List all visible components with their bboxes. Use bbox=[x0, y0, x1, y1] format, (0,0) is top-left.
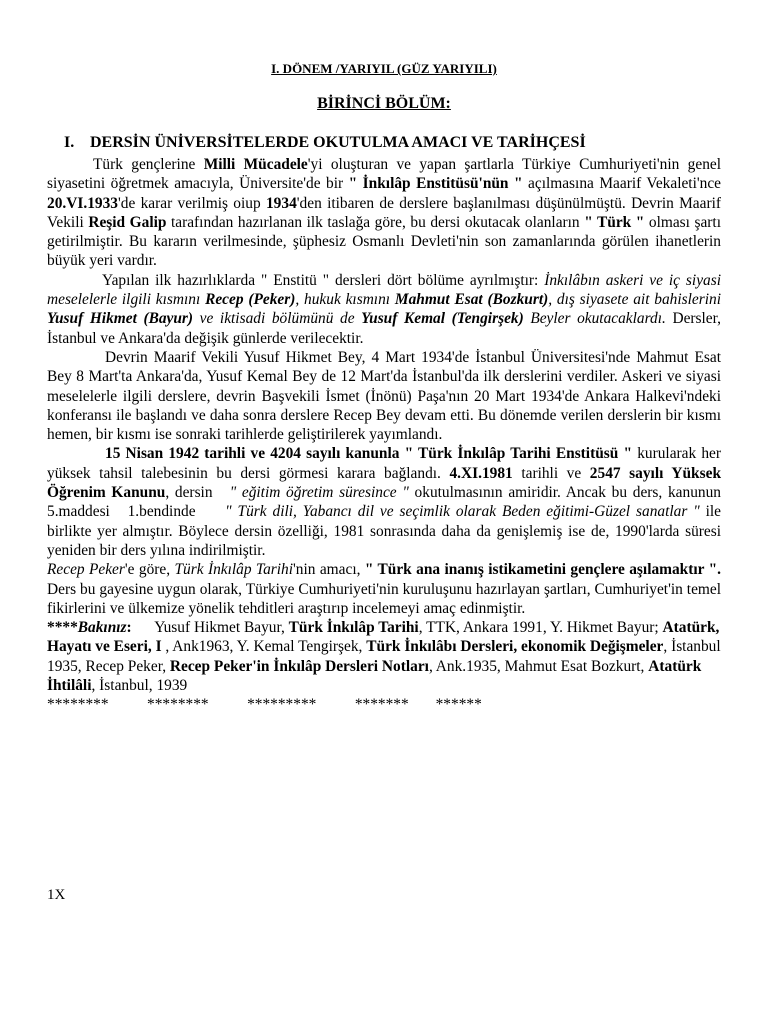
refs-bold-3: Türk İnkılâbı Dersleri, ekonomik Değişmeler bbox=[366, 638, 664, 656]
p4-bold-3: 2547 sayılı Yüksek Öğrenim Kanunu bbox=[47, 464, 721, 502]
refs-colon: : bbox=[126, 619, 132, 637]
p4-text-3: , dersin bbox=[165, 484, 230, 502]
section-heading bbox=[64, 134, 586, 152]
p1-text-2: 'yi oluşturan ve yapan şartlarla Türkiye Cumhuriyeti'nin genel siyasetini öğretmek amacıyla, Üniversite'de bir bbox=[47, 156, 721, 193]
p2-bold-italic-2: Mahmut Esat (Bozkurt) bbox=[394, 291, 549, 309]
p4-text-5: ile birlikte yer almıştır. Böylece dersin özelliği, 1981 sonrasında daha da genişlemiş ise de, 1990'larda süresi yeniden bir ders yılına indirilmiştir. bbox=[47, 503, 722, 559]
p1-text-1: Türk gençlerine bbox=[93, 156, 204, 173]
p1-bold-1: Milli Mücadele bbox=[203, 156, 308, 173]
p4-text-1: kurularak her yüksek tahsil talebesinin bu dersi görmesi karara bağlandı. bbox=[47, 445, 722, 482]
refs-text-3: , Ank1963, Y. Kemal Tengirşek, bbox=[161, 638, 367, 656]
p5-bold-1: " Türk ana inanış istikametini gençlere aşılamaktır ". bbox=[364, 561, 721, 579]
paragraph-2 bbox=[47, 271, 721, 348]
references-paragraph bbox=[47, 618, 721, 695]
section-title: DERSİN ÜNİVERSİTELERDE OKUTULMA AMACI VE TARİHÇESİ bbox=[90, 134, 586, 151]
p5-text-3: Ders bu gayesine uygun olarak, Türkiye Cumhuriyeti'nin kuruluşunu hazırlayan şartları, Cumhuriyet'in temel fikirlerini ve ülkemize yönelik tehditleri araştırıp incelemeyi amaç edinmiştir. bbox=[47, 580, 721, 617]
page-footer-label: 1X bbox=[47, 887, 66, 903]
p2-italic-5: Beyler okutacaklardı. bbox=[523, 310, 666, 328]
p4-italic-1: " eğitim öğretim süresince " bbox=[229, 484, 409, 502]
p1-bold-4: 1934 bbox=[265, 194, 297, 212]
p2-italic-2: , hukuk kısmını bbox=[295, 291, 395, 309]
refs-bold-2: Atatürk, Hayatı ve Eseri, I bbox=[47, 619, 720, 656]
chapter-heading: BİRİNCİ BÖLÜM: bbox=[317, 95, 451, 112]
section-number: I. bbox=[64, 134, 75, 151]
refs-bold-4: Recep Peker'in İnkılâp Dersleri Notları bbox=[169, 657, 429, 675]
p2-italic-4: ve iktisadi bölümünü de bbox=[193, 310, 362, 328]
p1-bold-6: " Türk " bbox=[584, 213, 645, 231]
refs-text-2: , TTK, Ankara 1991, Y. Hikmet Bayur; bbox=[418, 619, 663, 637]
p1-text-5: 'den itibaren de derslere başlanılması düşünülmüştü. Devrin Maarif Vekili bbox=[47, 194, 721, 231]
p2-bold-italic-1: Recep (Peker) bbox=[205, 291, 296, 309]
p5-italic-2: Türk İnkılâp Tarihi bbox=[174, 561, 294, 579]
p2-italic-1: İnkılâbın askeri ve iç siyasi meselelerle ilgili kısmını bbox=[47, 271, 721, 309]
p2-text-1: Yapılan ilk hazırlıklarda " Enstitü " dersleri dört bölüme ayrılmıştır: bbox=[102, 271, 545, 289]
p5-text-1: 'e göre, bbox=[124, 561, 175, 579]
paragraph-3: Devrin Maarif Vekili Yusuf Hikmet Bey, 4 Mart 1934'de İstanbul Üniversitesi'nde Mahmut Esat Bey 8 Mart'ta Ankara'da, Yusuf Kemal Bey de 12 Mart'da İstanbul'da ilk derslerini verdiler. Askeri ve siyasi meselelerle ilgili derslere, devrin Başvekili İsmet (İnönü) Paşa'nın 20 Mart 1934'de Ankara Halkevi'ndeki konferansı ile başlandı ve daha sonra derslere Recep Bey devam etti. Bu dönemde verilen derslerin bir kısmı hemen, bir kısmı ise sonraki tarihlerde geliştirilerek yayımlandı. bbox=[47, 348, 721, 444]
p1-text-7: olması şartı getirilmiştir. Bu kararın verilmesinde, şüphesiz Osmanlı Devleti'nin son zamanlarında görülen ihanetlerin büyük yeri vardır. bbox=[47, 213, 721, 270]
refs-text-6: , İstanbul, 1939 bbox=[91, 677, 188, 695]
p4-bold-2: 4.XI.1981 bbox=[449, 464, 513, 482]
p1-bold-2: " İnkılâp Enstitüsü'nün " bbox=[348, 175, 523, 193]
refs-text-5: , Ank.1935, Mahmut Esat Bozkurt, bbox=[428, 657, 649, 675]
p2-italic-3: , dış siyasete ait bahislerini bbox=[548, 291, 721, 309]
p4-text-2: tarihli ve bbox=[512, 464, 590, 482]
separator-stars: ******** ******** ********* ******* ****** bbox=[47, 696, 482, 714]
term-heading: I. DÖNEM /YARIYIL (GÜZ YARIYILI) bbox=[271, 61, 497, 76]
refs-stars: **** bbox=[47, 619, 78, 637]
p1-text-6: tarafından hazırlanan ilk taslağa göre, bu dersi okutacak olanların bbox=[166, 213, 585, 231]
refs-bold-1: Türk İnkılâp Tarihi bbox=[288, 619, 419, 637]
refs-text-1: Yusuf Hikmet Bayur, bbox=[131, 619, 289, 637]
p1-text-4: 'de karar verilmiş oiup bbox=[117, 194, 266, 212]
refs-bold-5: Atatürk İhtilâli bbox=[47, 657, 702, 695]
paragraph-1 bbox=[47, 155, 721, 271]
p2-bold-italic-3: Yusuf Hikmet (Bayur) bbox=[47, 310, 194, 328]
paragraph-5 bbox=[47, 560, 721, 618]
p1-text-3: açılmasına Maarif Vekaleti'nce bbox=[522, 175, 721, 193]
p1-bold-5: Reşid Galip bbox=[88, 213, 167, 231]
refs-text-4: , İstanbul 1935, Recep Peker, bbox=[47, 638, 721, 675]
p2-text-2: Dersler, İstanbul ve Ankara'da değişik günlerde verilecektir. bbox=[47, 310, 721, 347]
paragraph-4 bbox=[47, 444, 725, 560]
p1-bold-3: 20.VI.1933 bbox=[47, 194, 118, 212]
p4-bold-1: 15 Nisan 1942 tarihli ve 4204 sayılı kanunla " Türk İnkılâp Tarihi Enstitüsü " bbox=[105, 445, 633, 463]
p4-text-4: okutulmasının amiridir. Ancak bu ders, kanunun 5.maddesi 1.bendinde bbox=[47, 484, 725, 521]
p5-italic-1: Recep Peker bbox=[47, 561, 125, 579]
p5-text-2: 'nin amacı, bbox=[293, 561, 365, 579]
p2-bold-italic-4: Yusuf Kemal (Tengirşek) bbox=[361, 310, 524, 328]
refs-label: Bakınız bbox=[77, 619, 127, 637]
document-body bbox=[47, 155, 725, 715]
p4-italic-2: " Türk dili, Yabancı dil ve seçimlik olarak Beden eğitimi-Güzel sanatlar " bbox=[225, 503, 700, 521]
